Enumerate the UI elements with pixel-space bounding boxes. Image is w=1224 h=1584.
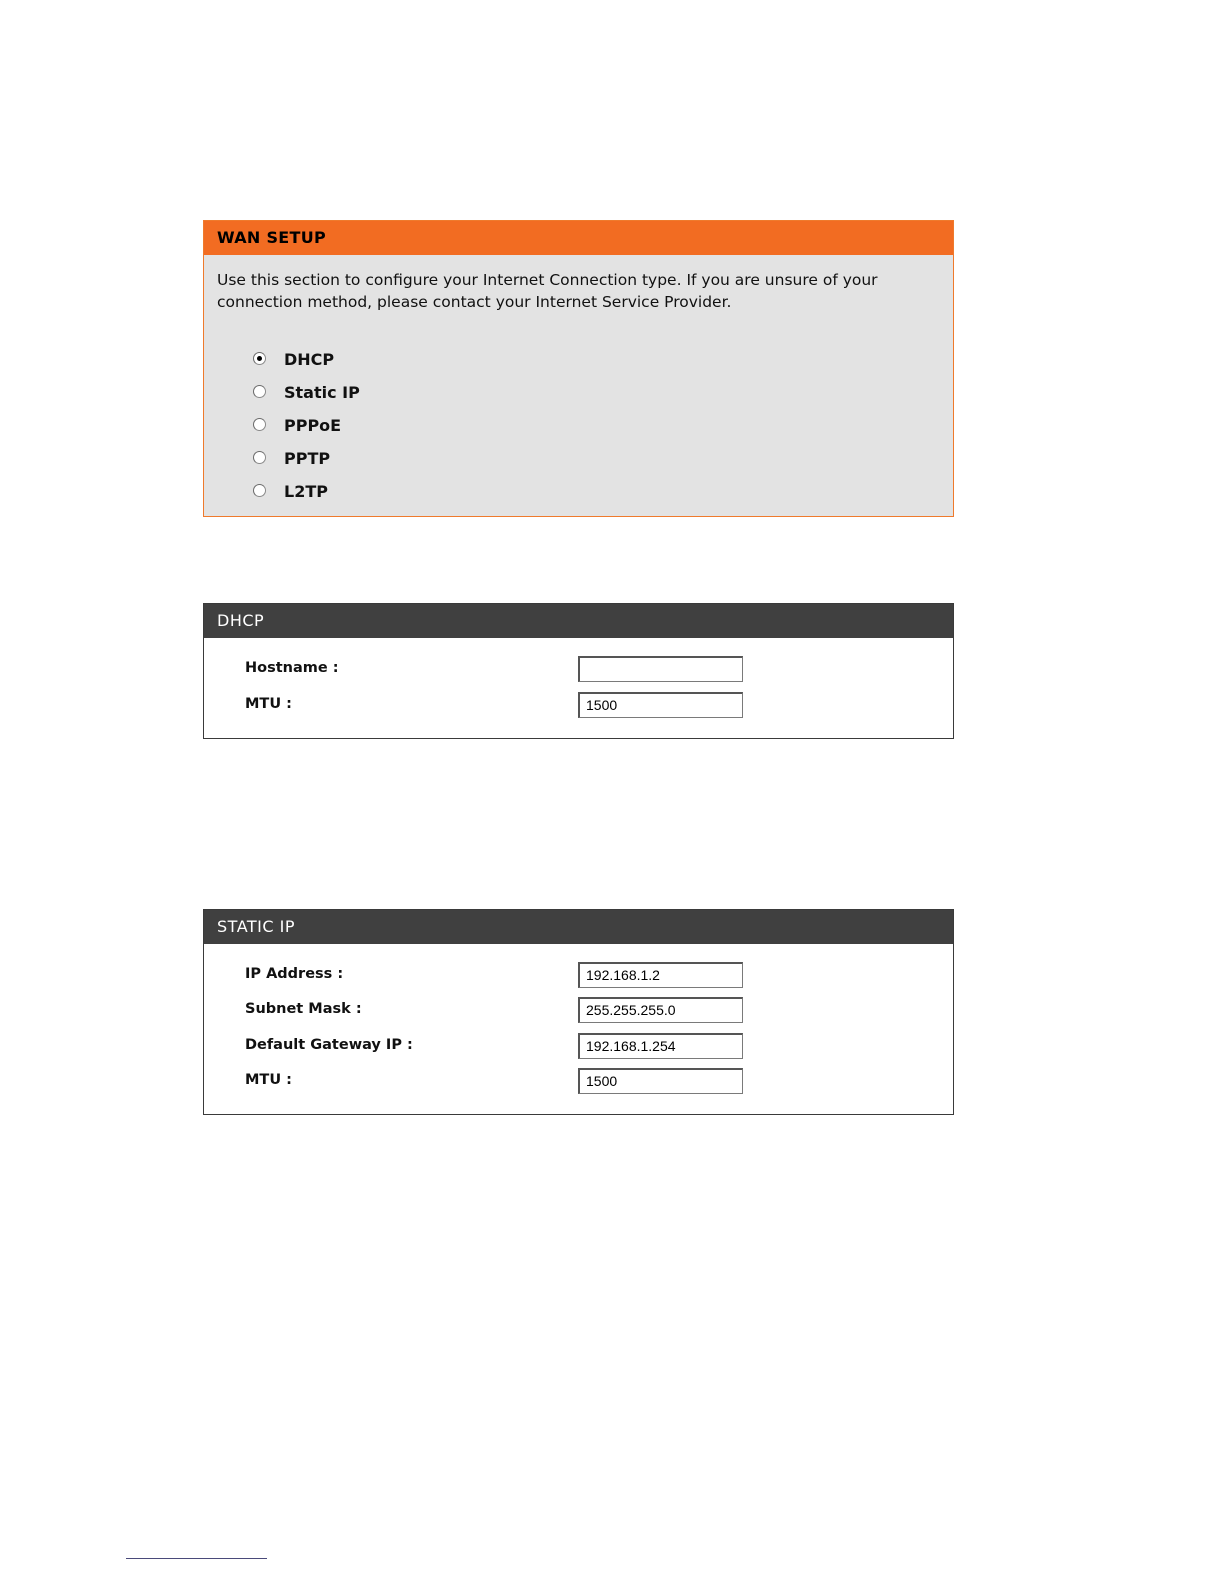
dhcp-title: DHCP	[204, 604, 953, 638]
radio-label-pptp: PPTP	[284, 449, 331, 468]
radio-label-static-ip: Static IP	[284, 383, 360, 402]
wan-setup-title: WAN SETUP	[204, 221, 953, 255]
default-gateway-label: Default Gateway IP :	[245, 1037, 413, 1053]
dhcp-mtu-input[interactable]: 1500	[578, 692, 743, 718]
static-ip-title: STATIC IP	[204, 910, 953, 944]
radio-option-pptp[interactable]	[253, 442, 360, 475]
wan-setup-description: Use this section to configure your Internet Connection type. If you are unsure of your connection method, please contact your Internet Service Provider.	[217, 271, 878, 311]
radio-pptp[interactable]	[253, 451, 266, 464]
radio-l2tp[interactable]	[253, 484, 266, 497]
ip-address-row	[245, 962, 945, 988]
hostname-label: Hostname :	[245, 660, 339, 676]
hostname-row	[245, 656, 945, 682]
radio-pppoe[interactable]	[253, 418, 266, 431]
ip-address-input[interactable]: 192.168.1.2	[578, 962, 743, 988]
radio-option-dhcp[interactable]	[253, 343, 360, 376]
radio-option-pppoe[interactable]	[253, 409, 360, 442]
ip-address-label: IP Address :	[245, 966, 344, 982]
hostname-input[interactable]	[578, 656, 743, 682]
static-mtu-label: MTU :	[245, 1072, 292, 1088]
radio-label-pppoe: PPPoE	[284, 416, 342, 435]
radio-option-l2tp[interactable]	[253, 475, 360, 508]
subnet-mask-row	[245, 997, 945, 1023]
radio-label-l2tp: L2TP	[284, 482, 328, 501]
footnote-divider	[126, 1558, 267, 1559]
static-mtu-input[interactable]: 1500	[578, 1068, 743, 1094]
static-mtu-row	[245, 1068, 945, 1094]
dhcp-panel	[203, 603, 954, 739]
radio-static-ip[interactable]	[253, 385, 266, 398]
default-gateway-input[interactable]: 192.168.1.254	[578, 1033, 743, 1059]
subnet-mask-input[interactable]: 255.255.255.0	[578, 997, 743, 1023]
radio-option-static-ip[interactable]	[253, 376, 360, 409]
default-gateway-row	[245, 1033, 945, 1059]
wan-setup-panel	[203, 220, 954, 517]
radio-label-dhcp: DHCP	[284, 350, 335, 369]
radio-dhcp[interactable]	[253, 352, 266, 365]
dhcp-mtu-row	[245, 692, 945, 718]
connection-type-radio-group	[253, 343, 360, 508]
dhcp-mtu-label: MTU :	[245, 696, 292, 712]
static-ip-panel	[203, 909, 954, 1115]
subnet-mask-label: Subnet Mask :	[245, 1001, 362, 1017]
